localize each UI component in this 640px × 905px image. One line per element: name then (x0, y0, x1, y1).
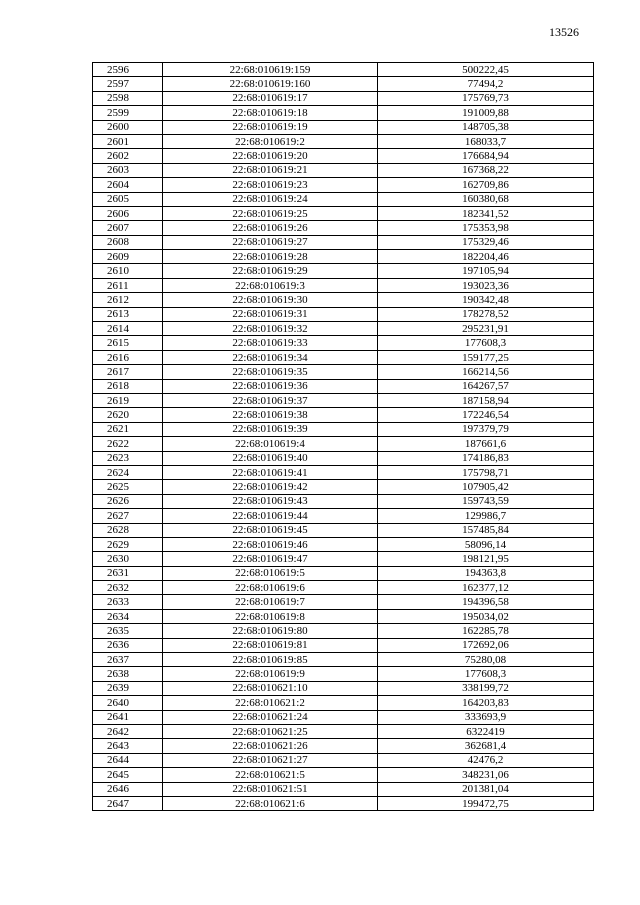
value-cell: 159743,59 (378, 494, 594, 508)
table-row (93, 710, 594, 724)
row-number-cell: 2607 (93, 221, 163, 235)
row-number-cell: 2610 (93, 264, 163, 278)
table-row (93, 350, 594, 364)
row-number-cell: 2635 (93, 624, 163, 638)
table-row (93, 624, 594, 638)
cadastral-number-cell: 22:68:010619:35 (163, 365, 378, 379)
value-cell: 194396,58 (378, 595, 594, 609)
value-cell: 157485,84 (378, 523, 594, 537)
value-cell: 167368,22 (378, 163, 594, 177)
row-number-cell: 2597 (93, 77, 163, 91)
value-cell: 182204,46 (378, 250, 594, 264)
value-cell: 191009,88 (378, 106, 594, 120)
row-number-cell: 2600 (93, 120, 163, 134)
row-number-cell: 2645 (93, 768, 163, 782)
cadastral-number-cell: 22:68:010619:32 (163, 322, 378, 336)
row-number-cell: 2632 (93, 581, 163, 595)
row-number-cell: 2623 (93, 451, 163, 465)
row-number-cell: 2637 (93, 653, 163, 667)
row-number-cell: 2641 (93, 710, 163, 724)
row-number-cell: 2618 (93, 379, 163, 393)
cadastral-number-cell: 22:68:010619:30 (163, 293, 378, 307)
cadastral-number-cell: 22:68:010619:37 (163, 393, 378, 407)
value-cell: 164267,57 (378, 379, 594, 393)
table-row (93, 667, 594, 681)
cadastral-number-cell: 22:68:010621:6 (163, 796, 378, 810)
table-row (93, 192, 594, 206)
value-cell: 159177,25 (378, 350, 594, 364)
table-row (93, 609, 594, 623)
cadastral-number-cell: 22:68:010619:5 (163, 566, 378, 580)
cadastral-number-cell: 22:68:010619:7 (163, 595, 378, 609)
cadastral-number-cell: 22:68:010619:46 (163, 537, 378, 551)
value-cell: 166214,56 (378, 365, 594, 379)
value-cell: 58096,14 (378, 537, 594, 551)
page-number: 13526 (549, 25, 579, 39)
row-number-cell: 2646 (93, 782, 163, 796)
table-row (93, 120, 594, 134)
cadastral-number-cell: 22:68:010619:19 (163, 120, 378, 134)
row-number-cell: 2604 (93, 178, 163, 192)
cadastral-number-cell: 22:68:010619:8 (163, 609, 378, 623)
cadastral-number-cell: 22:68:010619:40 (163, 451, 378, 465)
row-number-cell: 2620 (93, 408, 163, 422)
cadastral-number-cell: 22:68:010619:3 (163, 278, 378, 292)
value-cell: 160380,68 (378, 192, 594, 206)
table-row (93, 465, 594, 479)
value-cell: 201381,04 (378, 782, 594, 796)
cadastral-number-cell: 22:68:010619:33 (163, 336, 378, 350)
cadastral-number-cell: 22:68:010619:159 (163, 63, 378, 77)
cadastral-number-cell: 22:68:010619:45 (163, 523, 378, 537)
table-row (93, 293, 594, 307)
row-number-cell: 2602 (93, 149, 163, 163)
cadastral-number-cell: 22:68:010619:80 (163, 624, 378, 638)
cadastral-number-cell: 22:68:010621:2 (163, 696, 378, 710)
row-number-cell: 2603 (93, 163, 163, 177)
value-cell: 199472,75 (378, 796, 594, 810)
value-cell: 295231,91 (378, 322, 594, 336)
value-cell: 162377,12 (378, 581, 594, 595)
cadastral-number-cell: 22:68:010619:27 (163, 235, 378, 249)
table-row (93, 63, 594, 77)
cadastral-number-cell: 22:68:010619:41 (163, 465, 378, 479)
row-number-cell: 2616 (93, 350, 163, 364)
table-row (93, 77, 594, 91)
row-number-cell: 2599 (93, 106, 163, 120)
value-cell: 362681,4 (378, 739, 594, 753)
value-cell: 164203,83 (378, 696, 594, 710)
row-number-cell: 2608 (93, 235, 163, 249)
table-row (93, 221, 594, 235)
table-row (93, 393, 594, 407)
cadastral-number-cell: 22:68:010619:47 (163, 552, 378, 566)
table-row (93, 566, 594, 580)
row-number-cell: 2612 (93, 293, 163, 307)
row-number-cell: 2630 (93, 552, 163, 566)
value-cell: 148705,38 (378, 120, 594, 134)
value-cell: 168033,7 (378, 134, 594, 148)
table-row (93, 638, 594, 652)
cadastral-number-cell: 22:68:010619:31 (163, 307, 378, 321)
cadastral-number-cell: 22:68:010621:5 (163, 768, 378, 782)
row-number-cell: 2627 (93, 509, 163, 523)
table-row (93, 480, 594, 494)
value-cell: 182341,52 (378, 206, 594, 220)
cadastral-number-cell: 22:68:010621:25 (163, 724, 378, 738)
value-cell: 107905,42 (378, 480, 594, 494)
value-cell: 195034,02 (378, 609, 594, 623)
cadastral-number-cell: 22:68:010619:18 (163, 106, 378, 120)
cadastral-number-cell: 22:68:010619:38 (163, 408, 378, 422)
cadastral-number-cell: 22:68:010619:23 (163, 178, 378, 192)
row-number-cell: 2642 (93, 724, 163, 738)
cadastral-number-cell: 22:68:010619:85 (163, 653, 378, 667)
row-number-cell: 2626 (93, 494, 163, 508)
table-row (93, 552, 594, 566)
value-cell: 75280,08 (378, 653, 594, 667)
row-number-cell: 2606 (93, 206, 163, 220)
cadastral-number-cell: 22:68:010619:25 (163, 206, 378, 220)
table-row (93, 494, 594, 508)
row-number-cell: 2628 (93, 523, 163, 537)
row-number-cell: 2613 (93, 307, 163, 321)
value-cell: 175798,71 (378, 465, 594, 479)
cadastral-number-cell: 22:68:010621:10 (163, 681, 378, 695)
table-row (93, 408, 594, 422)
table-row (93, 753, 594, 767)
value-cell: 6322419 (378, 724, 594, 738)
cadastral-number-cell: 22:68:010619:24 (163, 192, 378, 206)
value-cell: 190342,48 (378, 293, 594, 307)
row-number-cell: 2636 (93, 638, 163, 652)
cadastral-number-cell: 22:68:010621:26 (163, 739, 378, 753)
table-row (93, 250, 594, 264)
table-row (93, 581, 594, 595)
table-row (93, 379, 594, 393)
row-number-cell: 2638 (93, 667, 163, 681)
table-row (93, 149, 594, 163)
row-number-cell: 2621 (93, 422, 163, 436)
table-row (93, 595, 594, 609)
cadastral-number-cell: 22:68:010619:6 (163, 581, 378, 595)
table-row (93, 782, 594, 796)
table-row (93, 365, 594, 379)
value-cell: 42476,2 (378, 753, 594, 767)
table-row (93, 134, 594, 148)
row-number-cell: 2596 (93, 63, 163, 77)
row-number-cell: 2601 (93, 134, 163, 148)
cadastral-number-cell: 22:68:010619:44 (163, 509, 378, 523)
value-cell: 193023,36 (378, 278, 594, 292)
row-number-cell: 2605 (93, 192, 163, 206)
cadastral-number-cell: 22:68:010619:81 (163, 638, 378, 652)
cadastral-number-cell: 22:68:010619:26 (163, 221, 378, 235)
value-cell: 338199,72 (378, 681, 594, 695)
row-number-cell: 2634 (93, 609, 163, 623)
table-row (93, 106, 594, 120)
cadastral-number-cell: 22:68:010621:24 (163, 710, 378, 724)
row-number-cell: 2614 (93, 322, 163, 336)
table-row (93, 768, 594, 782)
row-number-cell: 2629 (93, 537, 163, 551)
value-cell: 348231,06 (378, 768, 594, 782)
row-number-cell: 2633 (93, 595, 163, 609)
value-cell: 333693,9 (378, 710, 594, 724)
row-number-cell: 2624 (93, 465, 163, 479)
row-number-cell: 2643 (93, 739, 163, 753)
row-number-cell: 2598 (93, 91, 163, 105)
cadastral-number-cell: 22:68:010619:4 (163, 437, 378, 451)
table-row (93, 537, 594, 551)
cadastral-number-cell: 22:68:010621:27 (163, 753, 378, 767)
table-row (93, 278, 594, 292)
table-row (93, 653, 594, 667)
value-cell: 197379,79 (378, 422, 594, 436)
table-row (93, 307, 594, 321)
table-row (93, 336, 594, 350)
value-cell: 197105,94 (378, 264, 594, 278)
table-row (93, 724, 594, 738)
value-cell: 198121,95 (378, 552, 594, 566)
value-cell: 187661,6 (378, 437, 594, 451)
row-number-cell: 2622 (93, 437, 163, 451)
value-cell: 500222,45 (378, 63, 594, 77)
table-row (93, 91, 594, 105)
value-cell: 77494,2 (378, 77, 594, 91)
cadastral-number-cell: 22:68:010619:28 (163, 250, 378, 264)
row-number-cell: 2611 (93, 278, 163, 292)
row-number-cell: 2615 (93, 336, 163, 350)
table-row (93, 681, 594, 695)
cadastral-number-cell: 22:68:010619:29 (163, 264, 378, 278)
value-cell: 177608,3 (378, 667, 594, 681)
row-number-cell: 2640 (93, 696, 163, 710)
row-number-cell: 2639 (93, 681, 163, 695)
cadastral-value-table (92, 62, 594, 811)
value-cell: 172692,06 (378, 638, 594, 652)
row-number-cell: 2609 (93, 250, 163, 264)
value-cell: 175769,73 (378, 91, 594, 105)
table-row (93, 739, 594, 753)
value-cell: 174186,83 (378, 451, 594, 465)
cadastral-number-cell: 22:68:010619:17 (163, 91, 378, 105)
cadastral-number-cell: 22:68:010619:160 (163, 77, 378, 91)
table-body (93, 63, 594, 811)
value-cell: 175329,46 (378, 235, 594, 249)
table-row (93, 422, 594, 436)
cadastral-number-cell: 22:68:010619:9 (163, 667, 378, 681)
value-cell: 176684,94 (378, 149, 594, 163)
cadastral-number-cell: 22:68:010619:36 (163, 379, 378, 393)
value-cell: 172246,54 (378, 408, 594, 422)
value-cell: 162285,78 (378, 624, 594, 638)
value-cell: 129986,7 (378, 509, 594, 523)
row-number-cell: 2625 (93, 480, 163, 494)
cadastral-number-cell: 22:68:010619:43 (163, 494, 378, 508)
cadastral-number-cell: 22:68:010619:39 (163, 422, 378, 436)
table-row (93, 163, 594, 177)
value-cell: 178278,52 (378, 307, 594, 321)
table-row (93, 509, 594, 523)
table-row (93, 696, 594, 710)
value-cell: 194363,8 (378, 566, 594, 580)
cadastral-number-cell: 22:68:010619:34 (163, 350, 378, 364)
value-cell: 177608,3 (378, 336, 594, 350)
cadastral-number-cell: 22:68:010621:51 (163, 782, 378, 796)
value-cell: 162709,86 (378, 178, 594, 192)
value-cell: 187158,94 (378, 393, 594, 407)
table-row (93, 451, 594, 465)
row-number-cell: 2644 (93, 753, 163, 767)
table-row (93, 178, 594, 192)
row-number-cell: 2617 (93, 365, 163, 379)
cadastral-number-cell: 22:68:010619:2 (163, 134, 378, 148)
table-row (93, 264, 594, 278)
value-cell: 175353,98 (378, 221, 594, 235)
cadastral-number-cell: 22:68:010619:42 (163, 480, 378, 494)
table-row (93, 206, 594, 220)
row-number-cell: 2631 (93, 566, 163, 580)
cadastral-number-cell: 22:68:010619:21 (163, 163, 378, 177)
table-row (93, 235, 594, 249)
table-row (93, 796, 594, 810)
table-row (93, 437, 594, 451)
cadastral-number-cell: 22:68:010619:20 (163, 149, 378, 163)
table-row (93, 322, 594, 336)
table-row (93, 523, 594, 537)
row-number-cell: 2647 (93, 796, 163, 810)
row-number-cell: 2619 (93, 393, 163, 407)
